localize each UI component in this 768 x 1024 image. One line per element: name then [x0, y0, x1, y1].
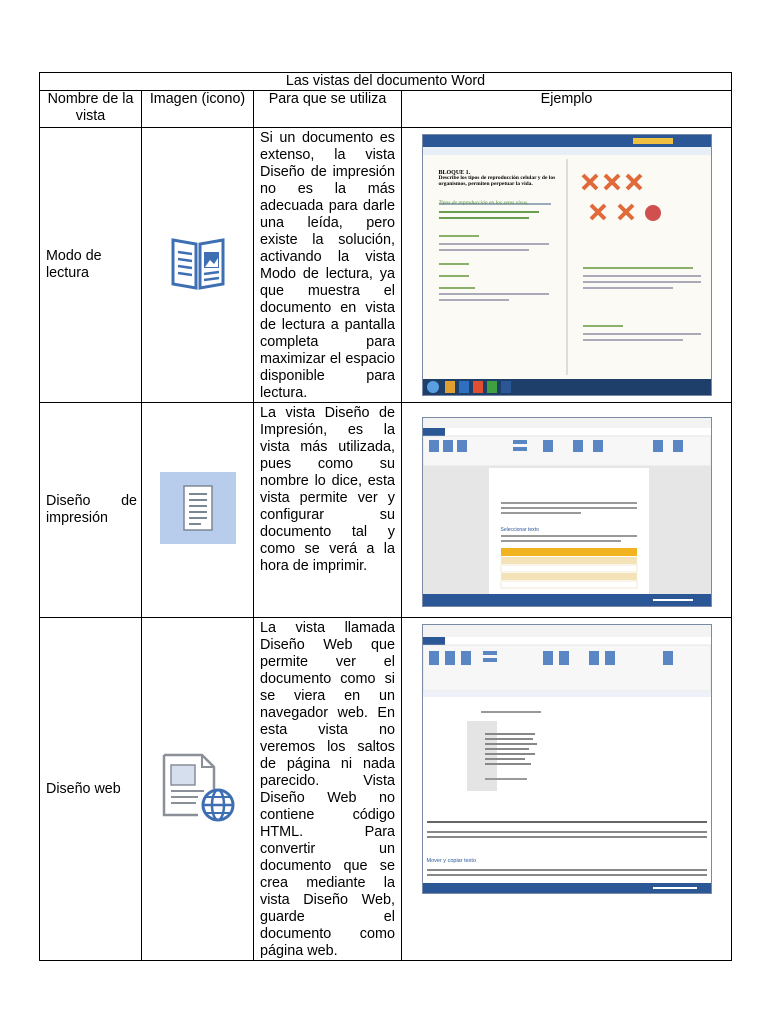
view-name: Diseño web — [40, 618, 142, 961]
header-use: Para que se utiliza — [254, 91, 402, 128]
web-page-globe-icon — [158, 749, 238, 825]
view-use: Si un documento es extenso, la vista Diseño de impresión no es la más adecuada para darle una leída, pero existe la solución, activando la vista Modo de lectura, ya que muestra el documento en vista de lectura a pantalla completa para maximizar el espacio disponible para lectura. — [254, 128, 402, 403]
table-row — [40, 618, 732, 961]
print-heading: Seleccionar texto — [500, 527, 539, 533]
example-cell — [402, 618, 732, 961]
reading-heading: BLOQUE 1. — [438, 170, 471, 176]
view-icon-cell — [142, 403, 254, 618]
reading-section: Tipos de reproducción en los seres vivos. — [438, 200, 529, 206]
view-use: La vista llamada Diseño Web que permite ver el documento como si se viera en un navegador web. En esta vista no veremos los saltos de página ni nada parecido. Vista Diseño Web no contiene código HTML. Para convertir un documento que se crea mediante la vista Diseño Web, guarde el documento como página web. — [254, 618, 402, 961]
print-layout-illustration — [423, 418, 711, 606]
table-title: Las vistas del documento Word — [40, 73, 732, 91]
open-book-reading-icon — [167, 232, 229, 294]
print-layout-screenshot — [422, 417, 712, 607]
reading-subheading: Describe los tipos de reproducción celular y de los organismos, permiten perpetuar la vida. — [438, 175, 556, 187]
reading-mode-screenshot — [422, 134, 712, 396]
views-table — [39, 72, 732, 961]
view-icon-cell — [142, 618, 254, 961]
table-row — [40, 128, 732, 403]
page-print-layout-icon — [160, 472, 236, 544]
table-row — [40, 403, 732, 618]
view-name: Modo de lectura — [40, 128, 142, 403]
web-heading: Mover y copiar texto — [426, 858, 477, 864]
web-layout-screenshot — [422, 624, 712, 894]
view-use: La vista Diseño de Impresión, es la vista más utilizada, pues como su nombre lo dice, esta vista permite ver y configurar su documento tal y como se verá a la hora de imprimir. — [254, 403, 402, 618]
view-icon-cell — [142, 128, 254, 403]
header-name: Nombre de la vista — [40, 91, 142, 128]
example-cell — [402, 403, 732, 618]
example-cell — [402, 128, 732, 403]
header-example: Ejemplo — [402, 91, 732, 128]
view-name: Diseño de impresión — [40, 403, 142, 618]
header-image: Imagen (icono) — [142, 91, 254, 128]
